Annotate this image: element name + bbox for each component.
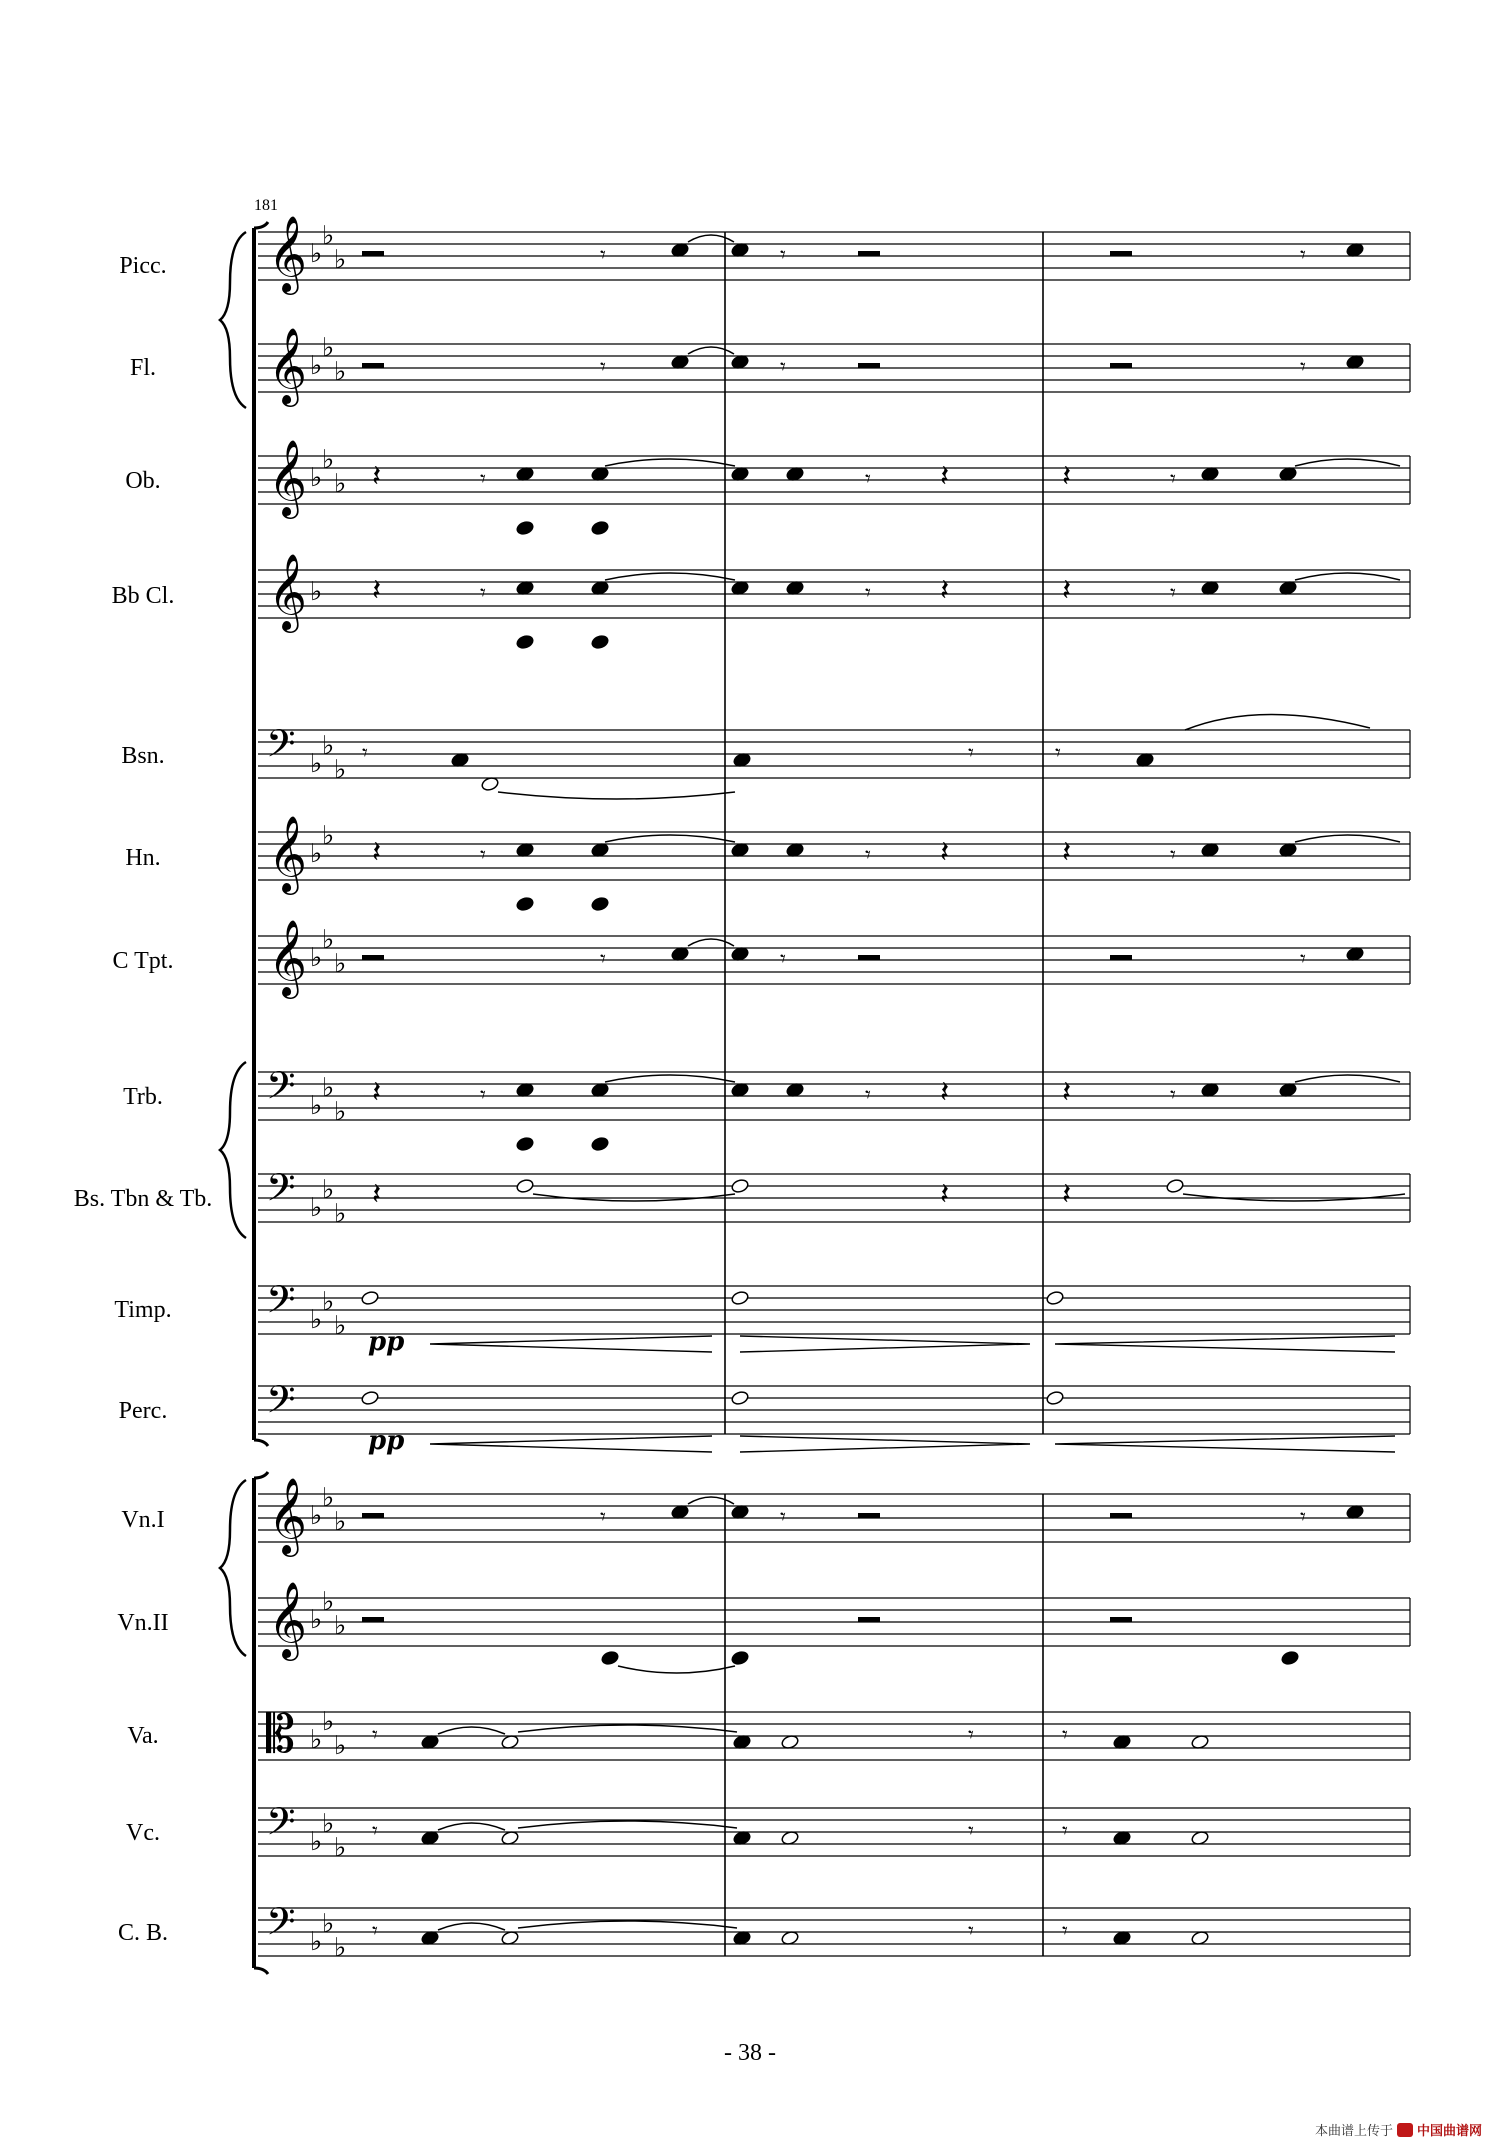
staff-4 (258, 570, 1410, 618)
flat-icon: ♭ (310, 839, 323, 869)
flat-icon: ♭ (310, 1501, 323, 1531)
rest-icon: 𝄾 (1300, 1505, 1306, 1530)
staff-2 (258, 344, 1410, 392)
half-rest-icon (858, 363, 880, 368)
staves (258, 232, 1410, 1956)
flat-icon: ♭ (334, 1097, 347, 1127)
flat-icon: ♭ (322, 445, 335, 475)
note-head-icon (731, 1290, 750, 1306)
flat-icon: ♭ (310, 1305, 323, 1335)
dynamic-timp-pp: pp (368, 1327, 405, 1357)
label-flute: Fl. (129, 355, 157, 381)
note-head-icon (1046, 1290, 1065, 1306)
rest-icon: 𝄾 (480, 581, 486, 606)
label-percussion: Perc. (118, 1398, 168, 1424)
flat-icon: ♭ (322, 1809, 335, 1839)
flat-icon: ♭ (334, 949, 347, 979)
note-head-icon (591, 1136, 610, 1152)
rest-icon: 𝄾 (1170, 843, 1176, 868)
half-rest-icon (858, 1617, 880, 1622)
tie (688, 235, 734, 242)
staff-9 (258, 1174, 1410, 1222)
flat-icon: ♭ (310, 463, 323, 493)
note-head-icon (516, 520, 535, 536)
flat-icon: ♭ (322, 1587, 335, 1617)
flat-icon: ♭ (322, 221, 335, 251)
note-head-icon (731, 1178, 750, 1194)
flat-icon: ♭ (334, 1507, 347, 1537)
rest-icon: 𝄾 (480, 843, 486, 868)
bass-clef-icon: 𝄢 (266, 721, 296, 775)
rest-icon: 𝄾 (1300, 947, 1306, 972)
tie (518, 1725, 737, 1732)
rest-icon: 𝄾 (372, 1723, 378, 1748)
tie (605, 835, 735, 842)
flat-icon: ♭ (310, 577, 323, 607)
rest-icon: 𝄾 (865, 1083, 871, 1108)
staff-13 (258, 1598, 1410, 1646)
rest-icon: 𝄽 (940, 1075, 950, 1110)
tie (605, 459, 735, 466)
flat-icon: ♭ (334, 1933, 347, 1963)
label-clarinet: Bb Cl. (111, 583, 175, 609)
rest-icon: 𝄽 (940, 459, 950, 494)
label-bassoon: Bsn. (121, 743, 165, 769)
rest-icon: 𝄾 (780, 243, 786, 268)
half-rest-icon (1110, 1513, 1132, 1518)
tie (498, 792, 735, 799)
flat-icon: ♭ (310, 1091, 323, 1121)
measure-number: 181 (254, 197, 278, 214)
rest-icon: 𝄾 (600, 355, 606, 380)
rest-icon: 𝄾 (1170, 581, 1176, 606)
flat-icon: ♭ (322, 1175, 335, 1205)
flat-icon: ♭ (310, 943, 323, 973)
rest-icon: 𝄽 (940, 835, 950, 870)
tie (1295, 573, 1400, 580)
half-rest-icon (362, 251, 384, 256)
label-oboe: Ob. (125, 468, 161, 494)
half-rest-icon (362, 363, 384, 368)
label-timpani: Timp. (114, 1297, 172, 1323)
tie (688, 939, 734, 946)
flat-icon: ♭ (322, 731, 335, 761)
rest-icon: 𝄾 (1170, 467, 1176, 492)
treble-clef-icon: 𝄞 (268, 553, 308, 630)
instrument-labels (74, 253, 212, 1946)
tie (518, 1821, 737, 1828)
rest-icon: 𝄾 (1055, 741, 1061, 766)
flat-icon: ♭ (334, 1731, 347, 1761)
bass-clef-icon: 𝄢 (266, 1277, 296, 1331)
note-head-icon (1166, 1178, 1185, 1194)
half-rest-icon (858, 955, 880, 960)
page-number: - 38 - (724, 2040, 776, 2066)
flat-icon: ♭ (310, 1927, 323, 1957)
rest-icon: 𝄽 (372, 573, 382, 608)
treble-clef-icon: 𝄞 (268, 439, 308, 516)
flat-icon: ♭ (334, 1199, 347, 1229)
bass-clef-icon: 𝄢 (266, 1063, 296, 1117)
treble-clef-icon: 𝄞 (268, 1477, 308, 1554)
half-rest-icon (858, 1513, 880, 1518)
rest-icon: 𝄾 (1300, 355, 1306, 380)
staff-8 (258, 1072, 1410, 1120)
rest-icon: 𝄽 (940, 1177, 950, 1212)
tie (1295, 459, 1400, 466)
rest-icon: 𝄾 (600, 1505, 606, 1530)
rest-icon: 𝄾 (1062, 1919, 1068, 1944)
flat-icon: ♭ (310, 1193, 323, 1223)
rest-icon: 𝄽 (372, 1075, 382, 1110)
tie (1295, 835, 1400, 842)
label-horn: Hn. (125, 845, 161, 871)
site-logo-icon (1397, 2123, 1413, 2137)
label-contrabass: C. B. (117, 1920, 169, 1946)
watermark (1315, 2120, 1482, 2139)
rest-icon: 𝄽 (1062, 573, 1072, 608)
bass-clef-icon: 𝄢 (266, 1799, 296, 1853)
rest-icon: 𝄾 (1300, 243, 1306, 268)
flat-icon: ♭ (334, 357, 347, 387)
rest-icon: 𝄽 (1062, 1075, 1072, 1110)
staff-12 (258, 1494, 1410, 1542)
rest-icon: 𝄾 (600, 243, 606, 268)
tie (438, 1823, 505, 1830)
treble-clef-icon: 𝄞 (268, 919, 308, 996)
rest-icon: 𝄾 (968, 1819, 974, 1844)
rest-icon: 𝄽 (372, 1177, 382, 1212)
tie (688, 347, 734, 354)
watermark-prefix: 本曲谱上传于 (1314, 2124, 1393, 2139)
half-rest-icon (1110, 251, 1132, 256)
tie (688, 1497, 734, 1504)
rest-icon: 𝄾 (780, 1505, 786, 1530)
watermark-site: 中国曲谱网 (1416, 2124, 1482, 2139)
note-head-icon (601, 1650, 620, 1666)
notation (266, 215, 1405, 1963)
flat-icon: ♭ (322, 1483, 335, 1513)
staff-3 (258, 456, 1410, 504)
label-violin-1: Vn.I (121, 1507, 165, 1533)
note-head-icon (591, 520, 610, 536)
rest-icon: 𝄾 (480, 1083, 486, 1108)
rest-icon: 𝄾 (480, 467, 486, 492)
tie (438, 1923, 505, 1930)
rest-icon: 𝄽 (1062, 835, 1072, 870)
tie (518, 1921, 737, 1928)
rest-icon: 𝄽 (940, 573, 950, 608)
treble-clef-icon: 𝄞 (268, 215, 308, 292)
staff-7 (258, 936, 1410, 984)
half-rest-icon (1110, 1617, 1132, 1622)
flat-icon: ♭ (310, 1725, 323, 1755)
flat-icon: ♭ (322, 1707, 335, 1737)
rest-icon: 𝄽 (1062, 459, 1072, 494)
rest-icon: 𝄾 (780, 947, 786, 972)
staff-11 (258, 1386, 1410, 1434)
rest-icon: 𝄽 (1062, 1177, 1072, 1212)
flat-icon: ♭ (310, 1827, 323, 1857)
note-head-icon (1046, 1390, 1065, 1406)
rest-icon: 𝄾 (372, 1919, 378, 1944)
rest-icon: 𝄽 (372, 835, 382, 870)
half-rest-icon (362, 1617, 384, 1622)
rest-icon: 𝄾 (1170, 1083, 1176, 1108)
bass-clef-icon: 𝄢 (266, 1899, 296, 1953)
label-viola: Va. (127, 1723, 159, 1749)
bass-clef-icon: 𝄢 (266, 1377, 296, 1431)
half-rest-icon (1110, 955, 1132, 960)
rest-icon: 𝄽 (372, 459, 382, 494)
flat-icon: ♭ (334, 1833, 347, 1863)
flat-icon: ♭ (322, 1287, 335, 1317)
tie (1295, 1075, 1400, 1082)
half-rest-icon (1110, 363, 1132, 368)
rest-icon: 𝄾 (1062, 1723, 1068, 1748)
note-head-icon (361, 1390, 380, 1406)
label-trumpet: C Tpt. (112, 948, 174, 974)
alto-clef-icon: 𝄡 (266, 1705, 296, 1765)
bass-clef-icon: 𝄢 (266, 1165, 296, 1219)
note-head-icon (516, 1178, 535, 1194)
rest-icon: 𝄾 (968, 741, 974, 766)
dynamic-perc-pp: pp (368, 1426, 405, 1456)
note-head-icon (731, 1650, 750, 1666)
system-brackets (220, 222, 268, 1974)
note-head-icon (731, 1390, 750, 1406)
label-bass-trombone-tuba: Bs. Tbn & Tb. (73, 1186, 213, 1212)
note-head-icon (361, 1290, 380, 1306)
rest-icon: 𝄾 (865, 581, 871, 606)
half-rest-icon (858, 251, 880, 256)
tie (605, 573, 735, 580)
rest-icon: 𝄾 (1062, 1819, 1068, 1844)
label-piccolo: Picc. (119, 253, 167, 279)
rest-icon: 𝄾 (600, 947, 606, 972)
flat-icon: ♭ (334, 755, 347, 785)
rest-icon: 𝄾 (865, 467, 871, 492)
flat-icon: ♭ (310, 749, 323, 779)
rest-icon: 𝄾 (968, 1919, 974, 1944)
rest-icon: 𝄾 (372, 1819, 378, 1844)
note-head-icon (516, 896, 535, 912)
flat-icon: ♭ (334, 1311, 347, 1341)
half-rest-icon (362, 955, 384, 960)
treble-clef-icon: 𝄞 (268, 327, 308, 404)
note-head-icon (516, 634, 535, 650)
rest-icon: 𝄾 (362, 741, 368, 766)
flat-icon: ♭ (310, 1605, 323, 1635)
flat-icon: ♭ (322, 821, 335, 851)
flat-icon: ♭ (310, 239, 323, 269)
rest-icon: 𝄾 (780, 355, 786, 380)
rest-icon: 𝄾 (865, 843, 871, 868)
treble-clef-icon: 𝄞 (268, 1581, 308, 1658)
label-cello: Vc. (126, 1820, 160, 1846)
flat-icon: ♭ (322, 925, 335, 955)
staff-6 (258, 832, 1410, 880)
flat-icon: ♭ (322, 1909, 335, 1939)
note-head-icon (516, 1136, 535, 1152)
rest-icon: 𝄾 (968, 1723, 974, 1748)
note-head-icon (591, 634, 610, 650)
staff-5 (258, 730, 1410, 778)
note-head-icon (1281, 1650, 1300, 1666)
flat-icon: ♭ (310, 351, 323, 381)
tie (605, 1075, 735, 1082)
flat-icon: ♭ (322, 333, 335, 363)
flat-icon: ♭ (322, 1073, 335, 1103)
flat-icon: ♭ (334, 1611, 347, 1641)
staff-1 (258, 232, 1410, 280)
flat-icon: ♭ (334, 469, 347, 499)
tie (618, 1666, 735, 1673)
tie (438, 1727, 505, 1734)
label-trombone: Trb. (123, 1084, 163, 1110)
note-head-icon (591, 896, 610, 912)
treble-clef-icon: 𝄞 (268, 815, 308, 892)
staff-10 (258, 1286, 1410, 1334)
flat-icon: ♭ (334, 245, 347, 275)
half-rest-icon (362, 1513, 384, 1518)
label-violin-2: Vn.II (117, 1610, 169, 1636)
